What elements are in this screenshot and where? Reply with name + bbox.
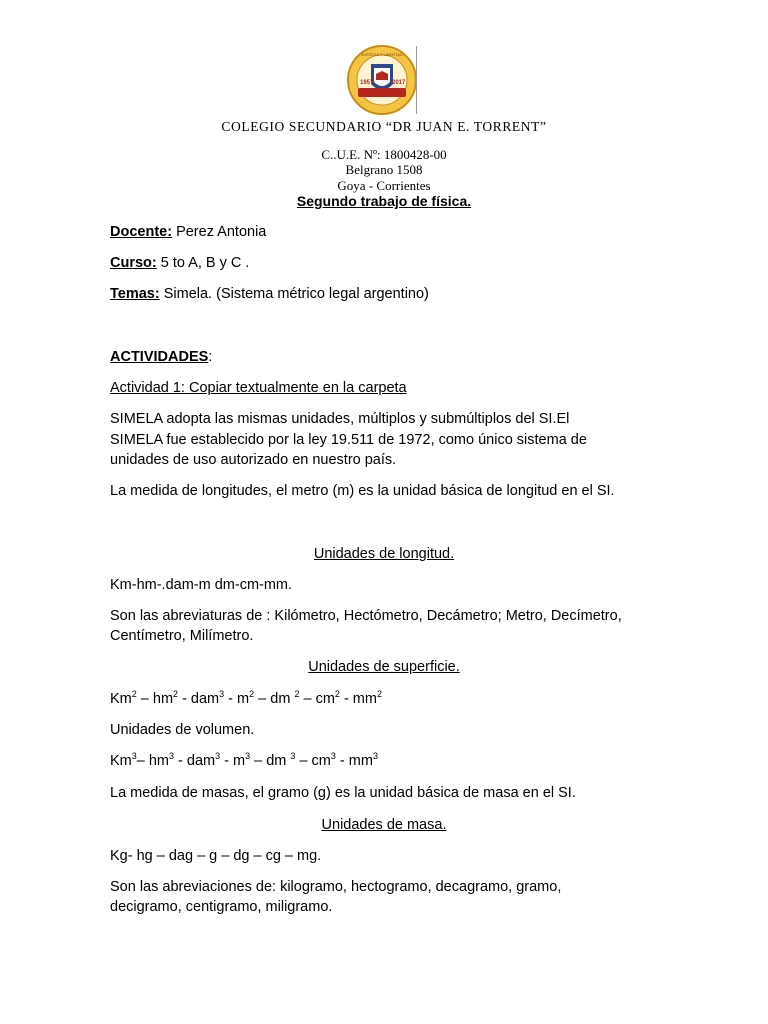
vol-dm-exp: 3 <box>290 751 296 761</box>
para1-line2: SIMELA fue establecido por la ley 19.511 de 1972, como único sistema de <box>110 432 587 448</box>
heading-superficie: Unidades de superficie. <box>308 659 460 675</box>
masa-intro: La medida de masas, el gramo (g) es la unidad básica de masa en el SI. <box>110 785 576 801</box>
vol-cm: – cm <box>295 753 331 769</box>
sup-m: - m <box>224 691 250 707</box>
sup-km-exp: 2 <box>131 689 137 699</box>
sup-dm-exp: 2 <box>294 689 300 699</box>
vol-dam: - dam <box>174 753 216 769</box>
logo-year-left: 1957 <box>360 80 374 86</box>
para1-line3: unidades de uso autorizado en nuestro país. <box>110 452 397 468</box>
volumen-units <box>110 751 378 771</box>
vol-mm-exp: 3 <box>372 751 378 761</box>
docente-label: Docente: <box>110 224 173 240</box>
vol-hm: – hm <box>136 753 170 769</box>
abrev-line2: Centímetro, Milímetro. <box>110 628 254 644</box>
vol-hm-exp: 3 <box>169 751 175 761</box>
actividades-label: ACTIVIDADES <box>110 349 209 365</box>
logo-year-right: 2017 <box>392 80 406 86</box>
logo-motto: JUSTICIA Y LIBERTAD <box>361 52 403 57</box>
curso-line <box>110 253 249 273</box>
heading-longitud: Unidades de longitud. <box>313 546 455 562</box>
temas-label: Temas: <box>110 286 160 302</box>
sup-m-exp: 2 <box>249 689 255 699</box>
abrev-line1: Son las abreviaturas de : Kilómetro, Hectómetro, Decámetro; Metro, Decímetro, <box>110 608 622 624</box>
sup-cm: – cm <box>299 691 335 707</box>
school-cue: C..U.E. Nº: 1800428-00 <box>321 147 447 162</box>
masa-abrev-line2: decigramo, centigramo, miligramo. <box>110 899 333 915</box>
page-title: Segundo trabajo de física. <box>296 193 472 209</box>
sup-mm-exp: 2 <box>376 689 382 699</box>
para1-line1: SIMELA adopta las mismas unidades, múltiplos y submúltiplos del SI.El <box>110 411 570 427</box>
vol-km-exp: 3 <box>131 751 137 761</box>
vol-dam-exp: 3 <box>215 751 221 761</box>
curso-value: 5 to A, B y C . <box>156 255 250 271</box>
vol-mm: - mm <box>335 753 373 769</box>
school-address: Belgrano 1508 <box>345 162 423 177</box>
sup-km: Km <box>110 691 132 707</box>
school-name: COLEGIO SECUNDARIO “DR JUAN E. TORRENT” <box>221 119 547 134</box>
temas-line <box>110 284 429 304</box>
docente-value: Perez Antonia <box>172 224 267 240</box>
sup-cm-exp: 2 <box>334 689 340 699</box>
masa-abrev-line1: Son las abreviaciones de: kilogramo, hectogramo, decagramo, gramo, <box>110 879 562 895</box>
masa-units: Kg- hg – dag – g – dg – cg – mg. <box>110 848 322 864</box>
longitud-units: Km-hm-.dam-m dm-cm-mm. <box>110 577 293 593</box>
school-logo-icon <box>346 44 418 116</box>
para2: La medida de longitudes, el metro (m) es la unidad básica de longitud en el SI. <box>110 483 615 499</box>
actividades-heading <box>110 347 212 367</box>
heading-masa: Unidades de masa. <box>321 817 447 833</box>
sup-dm: – dm <box>254 691 295 707</box>
temas-value: Simela. (Sistema métrico legal argentino) <box>159 286 429 302</box>
docente-line <box>110 222 266 242</box>
superficie-units <box>110 689 382 709</box>
sup-dam: - dam <box>178 691 220 707</box>
sup-hm: – hm <box>136 691 174 707</box>
curso-label: Curso: <box>110 255 157 271</box>
vol-m: - m <box>220 753 246 769</box>
sup-mm: - mm <box>339 691 377 707</box>
vol-dm: – dm <box>250 753 291 769</box>
school-city: Goya - Corrientes <box>337 178 431 193</box>
actividad-1: Actividad 1: Copiar textualmente en la carpeta <box>110 380 407 396</box>
vol-m-exp: 3 <box>245 751 251 761</box>
vol-km: Km <box>110 753 132 769</box>
vol-cm-exp: 3 <box>330 751 336 761</box>
sup-dam-exp: 3 <box>219 689 225 699</box>
sup-hm-exp: 2 <box>173 689 179 699</box>
actividades-colon: : <box>208 349 213 365</box>
logo-divider <box>416 46 417 114</box>
heading-volumen: Unidades de volumen. <box>110 722 255 738</box>
